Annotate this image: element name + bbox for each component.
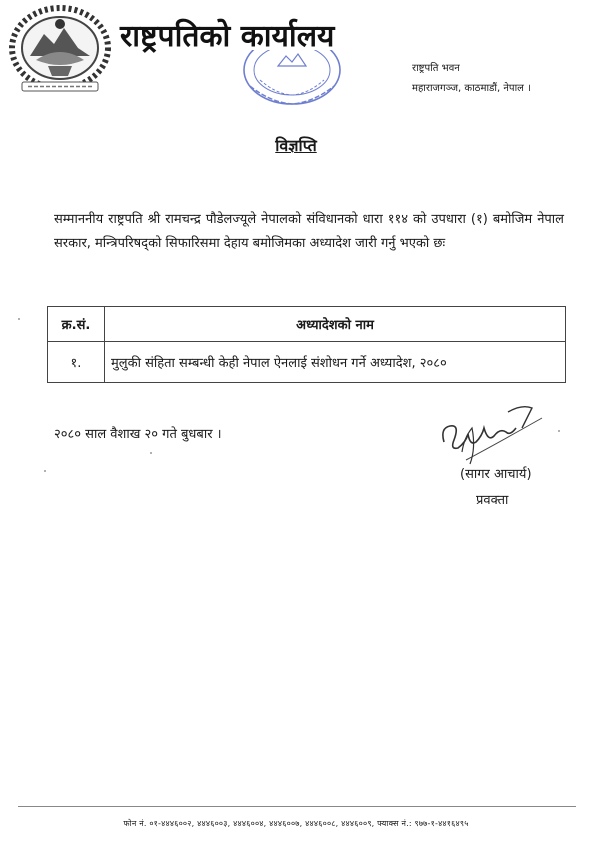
footer-divider	[18, 806, 576, 807]
office-name: राष्ट्रपतिको कार्यालय	[120, 19, 335, 54]
footer-contact: फोन नं. ०१-४४४६००२, ४४४६००३, ४४४६००४, ४४४६००७, ४४४६००८, ४४४६००९, फ्याक्स नं.: ९७७-१-४४१६४९५	[123, 819, 469, 828]
notice-title	[0, 134, 592, 156]
signatory-title: प्रवक्ता	[476, 493, 509, 508]
table-header-row	[48, 307, 566, 342]
notice-paragraph: सम्माननीय राष्ट्रपति श्री रामचन्द्र पौडेलज्यूले नेपालको संविधानको धारा ११४ को उपधारा (१) बमोजिम नेपाल सरकार, मन्त्रिपरिषद्को सिफारिसमा देहाय बमोजिमका अध्यादेश जारी गर्नु भएको छः	[54, 212, 564, 251]
signatory-name: (सागर आचार्य)	[460, 467, 532, 482]
table-cell-ordinance-name: मुलुकी संहिता सम्बन्धी केही नेपाल ऐनलाई संशोधन गर्ने अध्यादेश, २०८०	[105, 342, 566, 383]
nepal-coat-of-arms-icon	[8, 4, 112, 96]
scan-speck	[150, 452, 152, 454]
column-header-serial: क्र.सं.	[48, 307, 105, 342]
table-row	[48, 342, 566, 383]
handwritten-signature-icon	[436, 398, 546, 470]
notice-title-text: विज्ञप्ति	[275, 136, 317, 155]
column-header-ordinance-name: अध्यादेशको नाम	[105, 307, 566, 342]
ordinance-table	[47, 306, 566, 383]
scan-speck	[44, 470, 46, 472]
table-cell-serial: १.	[48, 342, 105, 383]
notice-date: २०८० साल वैशाख २० गते बुधबार ।	[54, 427, 222, 442]
address-line-2: महाराजगञ्ज, काठमाडौं, नेपाल ।	[412, 83, 531, 94]
address-line-1: राष्ट्रपति भवन	[412, 63, 460, 74]
office-seal-stamp-icon	[240, 50, 344, 106]
scan-speck	[18, 318, 20, 320]
scan-speck	[558, 430, 560, 432]
